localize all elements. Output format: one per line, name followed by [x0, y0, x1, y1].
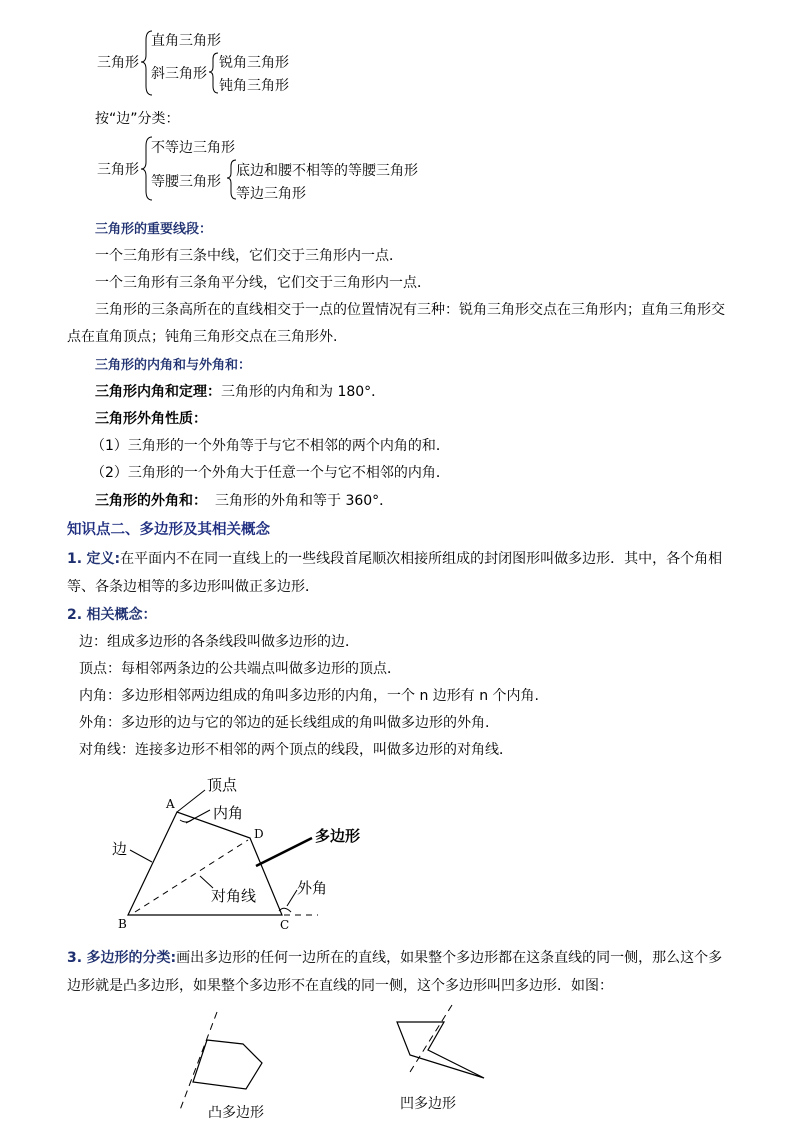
concept-vertex: 顶点：每相邻两条边的公共端点叫做多边形的顶点． — [79, 661, 401, 677]
segments-line-2: 一个三角形有三条角平分线，它们交于三角形内一点． — [95, 275, 431, 291]
tree2-isosceles-general: 底边和腰不相等的等腰三角形 — [236, 163, 418, 179]
definition-line-b: 等、各条边相等的多边形叫做正多边形． — [67, 579, 319, 595]
tree-obtuse-triangle: 钝角三角形 — [219, 78, 289, 94]
tree-right-triangle: 直角三角形 — [151, 33, 221, 49]
vertex-B: B — [118, 917, 127, 931]
convex-label: 凸多边形 — [208, 1105, 264, 1121]
exterior-angle-title: 三角形外角性质： — [95, 411, 207, 427]
segments-line-3a: 三角形的三条高所在的直线相交于一点的位置情况有三种：锐角三角形交点在三角形内；直角三角形交 — [95, 302, 725, 318]
concave-label: 凹多边形 — [400, 1096, 456, 1112]
definition-number: 1. — [67, 551, 83, 567]
concave-polygon — [397, 1022, 484, 1078]
diagonal-label: 对角线 — [211, 887, 257, 905]
segments-line-3b: 点在直角顶点；钝角三角形交点在三角形外. — [67, 329, 338, 345]
vertex-A: A — [166, 797, 175, 811]
classification-text-a: 画出多边形的任何一边所在的直线，如果整个多边形都在这条直线的同一侧，那么这个多 — [176, 950, 723, 966]
segments-title: 三角形的重要线段： — [95, 222, 213, 237]
tree2-root-label: 三角形 — [97, 162, 139, 178]
exterior-angle-sum-label: 三角形的外角和： — [95, 493, 207, 509]
side-classification-intro: 按“边”分类： — [95, 111, 180, 127]
tree2-equilateral: 等边三角形 — [236, 186, 306, 202]
concept-exterior-angle: 外角：多边形的边与它的邻边的延长线组成的角叫做多边形的外角. — [79, 715, 490, 731]
related-number: 2. — [67, 607, 83, 623]
concept-edge: 边：组成多边形的各条线段叫做多边形的边． — [79, 634, 359, 650]
exterior-angle-label: 外角 — [297, 879, 328, 897]
exterior-property-2: （2）三角形的一个外角大于任意一个与它不相邻的内角． — [91, 465, 450, 481]
segments-line-1: 一个三角形有三条中线，它们交于三角形内一点． — [95, 248, 403, 264]
tree-oblique-triangle: 斜三角形 — [151, 66, 207, 82]
polygon-label: 多边形 — [315, 827, 361, 845]
tree-root-label: 三角形 — [97, 55, 139, 71]
classification-number: 3. — [67, 950, 83, 966]
tree2-scalene: 不等边三角形 — [151, 140, 235, 156]
vertex-C: C — [280, 918, 290, 932]
interior-angle-label: 内角 — [213, 804, 244, 822]
angle-sum-theorem-label: 三角形内角和定理： — [95, 384, 221, 400]
exterior-property-1: （1）三角形的一个外角等于与它不相邻的两个内角的和． — [91, 438, 450, 454]
vertex-D: D — [254, 827, 264, 841]
tree2-isosceles: 等腰三角形 — [151, 174, 221, 190]
classification-label: 多边形的分类: — [86, 950, 177, 966]
edge-label: 边 — [112, 840, 128, 858]
related-label: 相关概念： — [86, 607, 157, 623]
section-2-title: 知识点二、多边形及其相关概念 — [67, 522, 270, 538]
concept-diagonal: 对角线：连接多边形不相邻的两个顶点的线段，叫做多边形的对角线． — [79, 742, 513, 758]
vertex-label: 顶点 — [207, 776, 238, 794]
definition-label: 定义: — [86, 551, 121, 567]
definition-text-a: 在平面内不在同一直线上的一些线段首尾顺次相接所组成的封闭图形叫做多边形．其中，各个角相 — [120, 551, 723, 567]
tree-acute-triangle: 锐角三角形 — [219, 55, 289, 71]
classification-line-b: 边形就是凸多边形，如果整个多边形不在直线的同一侧，这个多边形叫凹多边形．如图： — [67, 978, 613, 994]
angles-title: 三角形的内角和与外角和： — [95, 358, 252, 373]
exterior-angle-sum-text: 三角形的外角和等于 360°． — [215, 493, 394, 509]
concept-interior-angle: 内角：多边形相邻两边组成的角叫多边形的内角，一个 n 边形有 n 个内角. — [79, 688, 539, 704]
angle-sum-theorem-text: 三角形的内角和为 180°． — [221, 384, 386, 400]
